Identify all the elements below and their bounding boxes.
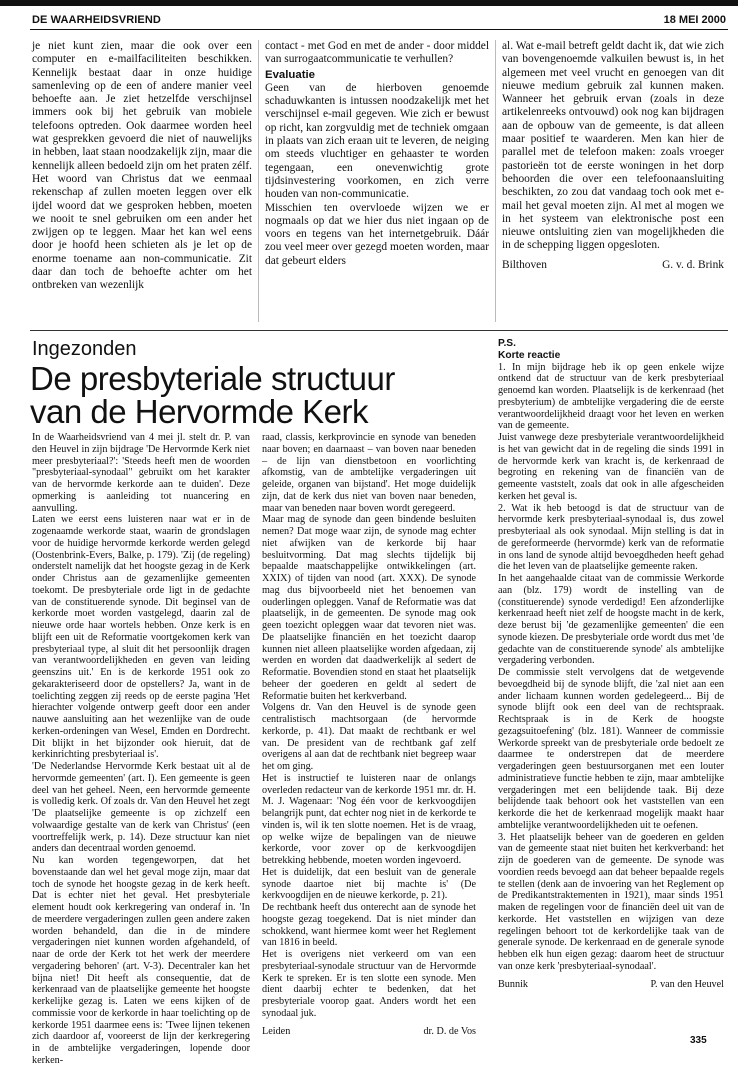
paragraph: al. Wat e-mail betreft geldt dacht ik, dat wie zich van bovengenoemde valkuilen bewust is, in het algemeen met veel vrucht en genoegen van dit nieuwe medium gebruik zal kunnen maken. Wanneer het gebruik ervan (zoals in deze artikelenreeks ontvouwd) ook nog kan bijdragen aan de opbouw van de gemeente, is dat alleen maar positief te waarderen. Men kan hier de parallel met de telefoon maken: zoals vroeger pastorieën tot de eerste woningen in het dorp behoorden die over een telefoonaansluiting beschikten, zo zou dat vandaag toch ook met e-mail het geval moeten zijn. Al met al mogen we in het systeem van elektronische post een nieuwe ontsluiting zien van mogelijkheden die in de schepping liggen opgesloten.	[502, 40, 724, 252]
paragraph: Geen van de hierboven genoemde schaduwkanten is intussen noodzakelijk met het verschijnsel e-mail gegeven. Wie zich er bewust op richt, kan zorgvuldig met de techniek omgaan in plaats van zich eraan uit te leveren, de neiging om steeds vluchtiger en gehaaster te worden tegengaan, een onevenwichtig grote tijdsinvestering voorkomen, en zich verre houden van non-communicatie.	[265, 81, 489, 201]
signature-author: G. v. d. Brink	[662, 258, 724, 271]
paragraph: 'De Nederlandse Hervormde Kerk bestaat uit al de hervormde gemeenten' (art. I). Een gemeente is geen deel van het geheel. Neen, een hervormde gemeente is volledig kerk. Of zoals dr. Van den Heuvel het zegt 'De plaatselijke gemeente is op zichzelf een volwaardige gestalte van de kerk van Christus' (een voortreffelijk werk, p. 14). Deze structuur kan niet anders dan decentraal worden genoemd.	[32, 761, 250, 855]
section-rule	[30, 330, 728, 331]
paragraph: Het is instructief te luisteren naar de onlangs overleden redacteur van de kerkorde 1951 mr. dr. H. M. J. Wagenaar: 'Nog één voor de kerkvoogdijen belangrijk punt, dat echter nog niet in de kerkorde te vinden is, wil ik ten slotte noemen. Het is de vraag, op welke wijze de bepalingen van de nieuwe kerkorde, voor zover op de kerkvoogdijen betrekking hebbende, moeten worden ingevoerd.	[262, 772, 476, 866]
signature-place: Bunnik	[498, 978, 529, 990]
paragraph: De rechtbank heeft dus onterecht aan de synode het hoogste gezag toegekend. Dat is niet minder dan schokkend, want hiermee komt weer het Reglement van 1816 in beeld.	[262, 902, 476, 949]
postscript-label: P.S.	[498, 338, 516, 349]
signature-author: P. van den Heuvel	[650, 978, 724, 990]
paper-name: DE WAARHEIDSVRIEND	[32, 14, 161, 26]
top-article-column-3	[502, 40, 724, 324]
column-divider	[258, 40, 259, 322]
reply-column	[498, 338, 724, 1028]
section-subheading: Evaluatie	[265, 68, 316, 81]
paragraph: raad, classis, kerkprovincie en synode van beneden naar boven; en daarnaast – van boven naar beneden – de lijn van dienstbetoon en voorlichting afkomstig, van de ambtelijke vergaderingen uit geleide, organen van bijstand'. Het moge duidelijk zijn, dat de kerk dus niet van boven naar beneden, maar van beneden naar boven wordt geregeerd.	[262, 432, 476, 514]
top-article-column-2	[265, 40, 489, 324]
paragraph: In het aangehaalde citaat van de commissie Werkorde aan (blz. 179) wordt de instelling van de (constituerende) synode verdedigd! Een afzonderlijke kerkenraad heeft niet zelf de hoogste macht in de kerk, deze berust bij 'de gezamenlijke gemeenten' die een synode kiezen. De presbyteriale orde wordt dus met 'de gedachte van de constituerende synode' als ambtelijke vergadering verbonden.	[498, 573, 724, 667]
reply-subheading: Korte reactie	[498, 349, 561, 361]
signature-place: Bilthoven	[502, 258, 547, 271]
letter-column-1	[32, 432, 250, 1066]
letter-column-2	[262, 432, 476, 1037]
paragraph: In de Waarheidsvriend van 4 mei jl. stelt dr. P. van den Heuvel in zijn bijdrage 'De Hervormde Kerk niet meer presbyteriaal?': 'Steeds heeft men de woorden "presbyteriaal-synodaal" gebruikt om het karakter van de hervormde kerkorde aan te duiden'. Deze opmerking is aanleiding tot nuancering en aanvulling.	[32, 432, 250, 514]
paragraph: Volgens dr. Van den Heuvel is de synode geen centralistisch machtsorgaan (de hervormde kerkorde, p. 41). Dat maakt de rechtbank er wel van. De president van de rechtbank gaf zelf overigens al aan dat de rechtbank niet begreep waar het om ging.	[262, 702, 476, 772]
paragraph: Het is duidelijk, dat een besluit van de generale synode daartoe niet bij machte is' (De kerkvoogdijen en de nieuwe kerkorde, p. 21).	[262, 866, 476, 902]
section-kicker: Ingezonden	[32, 338, 137, 360]
signature-place: Leiden	[262, 1025, 291, 1037]
paragraph: 1. In mijn bijdrage heb ik op geen enkele wijze ontkend dat de structuur van de kerk presbyteriaal genoemd kan worden. Plaatselijk is de kerkenraad (het presbyterium) de ambtelijke vergadering die de eerste verantwoordelijkheid draagt voor het leven en werken van de gemeente.	[498, 361, 724, 432]
paragraph: Het is overigens niet verkeerd om van een presbyteriaal-synodale structuur van de Hervormde Kerk te spreken. Er is ten slotte een synode. Men dient daarbij echter te bedenken, dat het presbyteriale voorop gaat. Anders wordt het een synodaal juk.	[262, 949, 476, 1019]
signature-line	[502, 259, 724, 272]
issue-date: 18 MEI 2000	[663, 14, 726, 26]
signature-line	[262, 1026, 476, 1038]
column-divider	[495, 40, 496, 322]
paragraph: Maar mag de synode dan geen bindende besluiten nemen? Dat moge waar zijn, de synode mag echter niet afwijken van de kerkorde bij haar besluitvorming. Dat mag slechts tijdelijk bij bepaalde maatschappelijke ontwikkelingen (art. XXIX) of tijden van nood (art. XXX). De synode mag dus bijvoorbeeld niet het benoemen van ouderlingen opleggen. Vanaf de Reformatie was dat plaatselijk, in de gemeenten. De synode mag ook geen toezicht opleggen waar dat tevoren niet was. De plaatselijke financiën en het toezicht daarop kunnen niet alleen plaatselijke worden afgedaan, zij werden en worden dat daadwerkelijk al sedert de Reformatie. Bovendien stond en staat het plaatselijk beheer der goederen en geldt al sedert de Reformatie buiten het kerkverband.	[262, 514, 476, 702]
paragraph: Laten we eerst eens luisteren naar wat er in de zogenaamde werkorde staat, waarin de grondslagen voor de huidige hervormde kerkorde werden gelegd (Oostenbrink-Evers, Balke, p. 179). 'Zij (de regeling) onderstelt namelijk dat het hoogste gezag in de Kerk onder Christus aan de gezamenlijke gemeenten toekomt. De presbyteriale orde ligt in de gedachte van de constituerende synode. Dit beginsel van de kerkorde moet worden vastgelegd, daarin zal de nieuwe orde haar wortels hebben. Onze kerk is en blijft een uit de Reformatie voortgekomen kerk van presbyteriaal type, al sluit dit het persoonlijk dragen van verantwoordelijkheden en geven van leiding geenszins uit.' En is de kerkorde 1951 ook zo gekarakteriseerd door de opstellers? Ja, want in de toelichting zeggen zij reeds op de eerste pagina 'Het hierachter volgende ontwerp geeft door een ander nauwe aansluiting aan het wezenlijke van de oude kerken-ordeningen van Wesel, Emden en Dordrecht. Dit blijkt in het bijzonder ook hieruit, dat de kerkinrichting presbyteriaal is'.	[32, 514, 250, 761]
header-rule	[30, 29, 728, 30]
paragraph: Misschien ten overvloede wijzen we er nogmaals op dat we hier dus niet ingaan op de voors en tegens van het internetgebruik. Dáár zou veel meer over gezegd moeten worden, maar dat gebeurt elders	[265, 201, 489, 267]
paragraph: Juist vanwege deze presbyteriale verantwoordelijkheid is het van gewicht dat in de regeling die sinds 1991 in de hervormde kerk van kracht is, de kerkenraad de begroting en rekening van de financiën van de gemeente vaststelt, zoals dat ook in alle afgescheiden kerken het geval is.	[498, 432, 724, 502]
paragraph: 3. Het plaatselijk beheer van de goederen en gelden van de gemeente staat niet buiten het kerkverband: het zijn de goederen van de gemeente. De synode was voordien reeds bevoegd aan dat beheer bepaalde regels te stellen (denk aan de invoering van het Reglement op de Predikantstraktementen in 1921), maar sinds 1951 maken de regelingen voor de financiën deel uit van de kerkorde. Het vaststellen en wijzigen van deze regelingen behoort tot de kerkordelijke taak van de generale synode. De kerkenraad en de generale synode hebben elk hun eigen gezag: daarom heet de structuur van onze kerk 'presbyteriaal-synodaal'.	[498, 831, 724, 972]
headline-line: van de Hervormde Kerk	[30, 393, 368, 430]
signature-line	[498, 979, 724, 991]
paragraph: Nu kan worden tegengeworpen, dat het bovenstaande dan wel het geval moge zijn, maar dat toch de synode het hoogste gezag in de kerk heeft. Dat is echter niet het geval. Het presbyteriale element houdt ook kerkregering van onderaf in. 'In de meerdere vergaderingen zullen geen andere zaken worden behandeld, dan die in de mindere vergaderingen niet kunnen worden afgehandeld, of naar de orde der Kerk tot het werk der meerdere vergadering behoren' (art. V-3). Decentraler kan het bijna niet! Dit heeft als consequentie, dat de kerkenraad van de plaatselijke gemeente het hoogste kerkelijke gezag is. Laten we eens kijken of de commissie voor de kerkorde in haar toelichting op de kerkorde 1951 daarmee eens is: 'Twee lijnen tekenen zich daardoor af, vooreerst de lijn der kerkregering in de ambtelijke vergaderingen, lopende door kerken-	[32, 855, 250, 1066]
signature-author: dr. D. de Vos	[423, 1025, 476, 1037]
paragraph: 2. Wat ik heb betoogd is dat de structuur van de hervormde kerk presbyteriaal-synodaal is, dus zowel presbyteriaal als ook synodaal. Mijn stelling is dat in de gereformeerde (hervormde) kerk van de reformatie in ons land de synode altijd bevoegdheden heeft gehad die het leven van de plaatselijke gemeente raken.	[498, 502, 724, 573]
paragraph: contact - met God en met de ander - door middel van surrogaatcommunicatie te verhullen?	[265, 40, 489, 66]
paragraph: je niet kunt zien, maar die ook over een computer en e-mailfaciliteiten beschikken. Kennelijk bestaat daar in onze huidige samenleving op de een of andere manier veel behoefte aan. Je ziet hetzelfde verschijnsel immers ook bij het gebruik van mobiele telefoons optreden. Ook daarmee worden heel wat gesprekken gevoerd die niet of nauwelijks in hebben, laat staan noodzakelijk zijn, maar die kennelijk alleen bedoeld zijn om het praten zélf. Het woord van Christus dat we eenmaal rekenschap af zullen moeten leggen over elk ijdel woord dat we gesproken hebben, moeten we nooit te snel gebruiken om een ander het zwijgen op te leggen. Maar het kan wel eens door je hoofd heen schieten als je let op de enorme toename aan non-communicatie. Zit daar dan toch de behoefte achter om het ontbreken van wezenlijk	[32, 40, 252, 292]
top-border-bar	[0, 0, 738, 6]
article-headline	[30, 362, 460, 428]
headline-line: De presbyteriale structuur	[30, 360, 395, 397]
paragraph: De commissie stelt vervolgens dat de wetgevende bevoegdheid bij de synode blijft, die 'zal niet aan een ander lichaam kunnen worden gedelegeerd... Bij de synode blijft ook een deel van de rechtspraak. Rechtspraak is in de Kerk de hoogste gezagsuitoefening' (blz. 181). Wanneer de commissie Werkorde spreekt van de presbyteriale orde bedoelt ze daarmee te onderstrepen dat de meerdere vergaderingen geen bestuursorganen met een louter administratieve functie hebben te zijn, maar ambtelijke vergaderingen met een belijdende taak. Bij deze belijdende taak behoort ook het vaststellen van een kerkorde die het de kerkenraad mogelijk maakt haar ambtelijke verantwoordelijkheden uit te oefenen.	[498, 667, 724, 831]
page-number: 335	[690, 1035, 707, 1046]
top-article-column-1	[32, 40, 252, 324]
